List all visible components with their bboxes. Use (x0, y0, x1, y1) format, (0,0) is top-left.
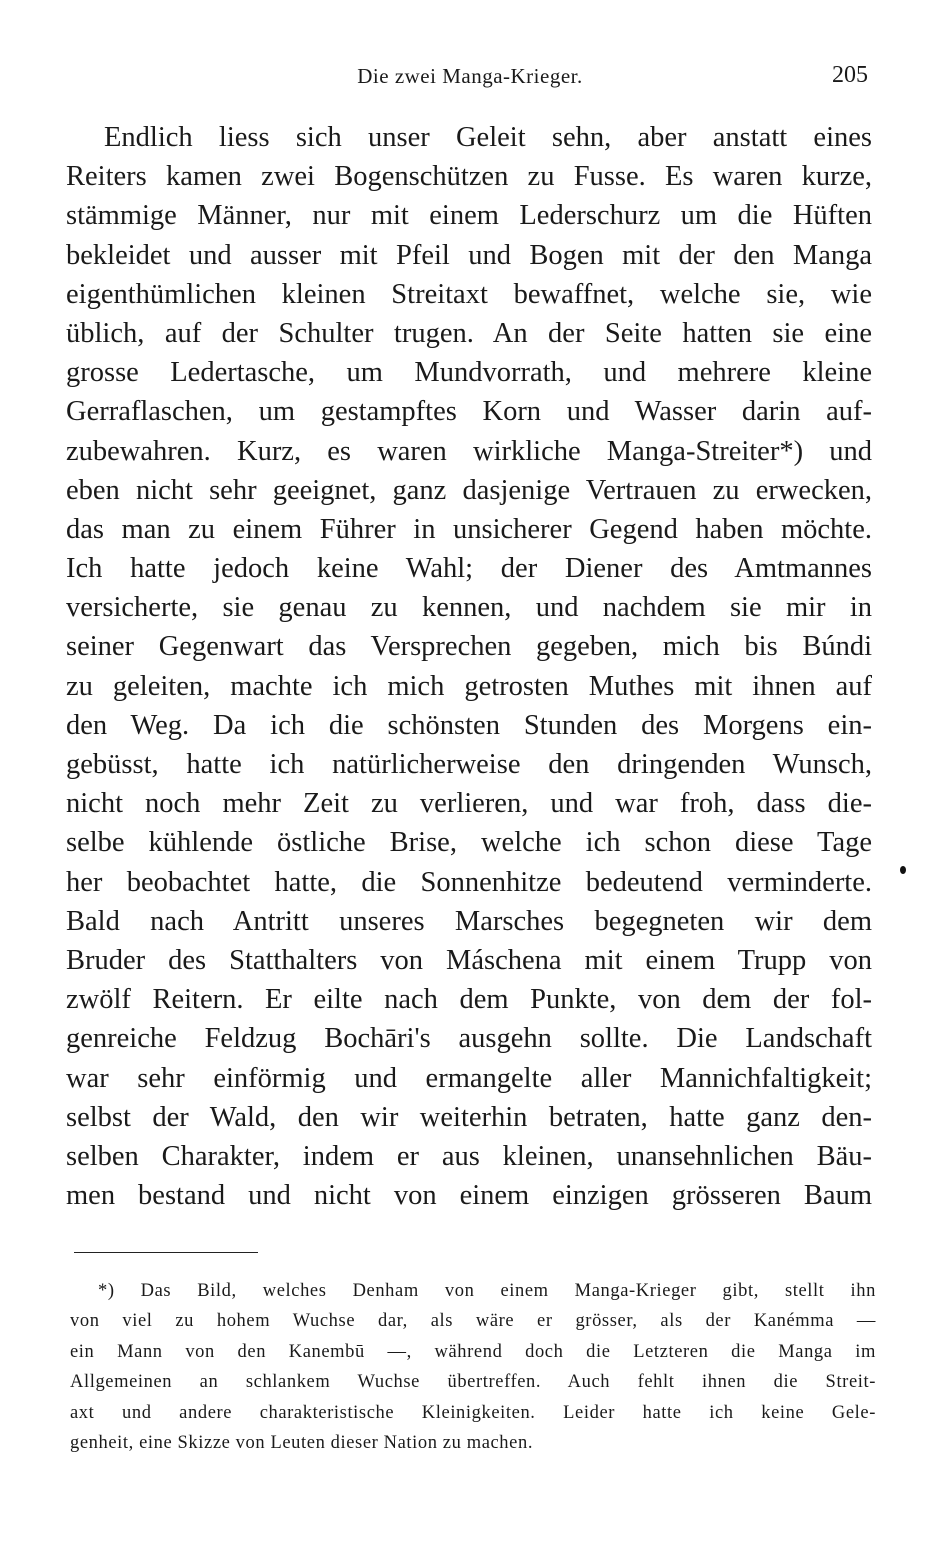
footnote-line: genheit, eine Skizze von Leuten dieser Nation zu machen. (70, 1432, 534, 1453)
text-line: üblich, auf der Schulter trugen. An der Seite hatten sie eine (66, 317, 872, 349)
text-line: men bestand und nicht von einem einzigen grösseren Baum (66, 1180, 872, 1212)
text-line: grosse Ledertasche, um Mundvorrath, und mehrere kleine (66, 357, 872, 389)
text-line: war sehr einförmig und ermangelte aller Mannichfaltigkeit; (66, 1062, 872, 1094)
text-line: Endlich liess sich unser Geleit sehn, aber anstatt eines (104, 122, 872, 153)
text-line: Bald nach Antritt unseres Marsches begegneten wir dem (66, 905, 872, 937)
running-title: Die zwei Manga-Krieger. (357, 64, 583, 88)
footnote-rule (74, 1252, 258, 1253)
text-line: den Weg. Da ich die schönsten Stunden des Morgens ein- (66, 709, 872, 741)
text-line: Bruder des Statthalters von Máschena mit einem Trupp von (66, 944, 872, 976)
ink-speck (900, 866, 906, 874)
text-line: eben nicht sehr geeignet, ganz dasjenige Vertrauen zu erwecken, (66, 474, 872, 506)
text-line: selbe kühlende östliche Brise, welche ich schon diese Tage (66, 827, 872, 859)
text-line: seiner Gegenwart das Versprechen gegeben, mich bis Búndi (66, 631, 872, 663)
text-line: genreiche Feldzug Bochāri's ausgehn sollte. Die Landschaft (66, 1023, 872, 1055)
text-line: Ich hatte jedoch keine Wahl; der Diener des Amtmannes (66, 553, 872, 585)
text-line: eigenthümlichen kleinen Streitaxt bewaffnet, welche sie, wie (66, 278, 872, 310)
page-number: 205 (832, 62, 868, 88)
text-line: bekleidet und ausser mit Pfeil und Bogen mit der den Manga (66, 239, 872, 271)
text-line: gebüsst, hatte ich natürlicherweise den dringenden Wunsch, (66, 749, 872, 780)
text-line: zu geleiten, machte ich mich getrosten Muthes mit ihnen auf (66, 670, 872, 702)
text-line: selben Charakter, indem er aus kleinen, unansehnlichen Bäu- (66, 1140, 872, 1172)
text-line: selbst der Wald, den wir weiterhin betraten, hatte ganz den- (66, 1101, 872, 1133)
footnote-line: axt und andere charakteristische Kleinigkeiten. Leider hatte ich keine Gele- (70, 1402, 876, 1423)
text-line: zwölf Reitern. Er eilte nach dem Punkte, von dem der fol- (66, 984, 872, 1016)
text-line: stämmige Männer, nur mit einem Lederschurz um die Hüften (66, 200, 872, 232)
footnote-line: von viel zu hohem Wuchse dar, als wäre er grösser, als der Kanémma — (70, 1311, 876, 1332)
text-line: her beobachtet hatte, die Sonnenhitze bedeutend verminderte. (66, 866, 872, 898)
footnote (70, 1276, 876, 1458)
text-line: versicherte, sie genau zu kennen, und nachdem sie mir in (66, 592, 872, 624)
text-line: nicht noch mehr Zeit zu verlieren, und war froh, dass die- (66, 788, 872, 820)
text-line: zubewahren. Kurz, es waren wirkliche Manga-Streiter*) und (66, 435, 872, 467)
footnote-line: *) Das Bild, welches Denham von einem Manga-Krieger gibt, stellt ihn (98, 1281, 876, 1301)
running-head (68, 64, 872, 94)
text-line: Gerraflaschen, um gestampftes Korn und Wasser darin auf- (66, 396, 872, 428)
footnote-line: Allgemeinen an schlankem Wuchse übertreffen. Auch fehlt ihnen die Streit- (70, 1372, 876, 1393)
footnote-line: ein Mann von den Kanembū —, während doch die Letzteren die Manga im (70, 1341, 876, 1362)
body-text (66, 118, 872, 1215)
text-line: das man zu einem Führer in unsicherer Gegend haben möchte. (66, 513, 872, 545)
text-line: Reiters kamen zwei Bogenschützen zu Fusse. Es waren kurze, (66, 161, 872, 193)
